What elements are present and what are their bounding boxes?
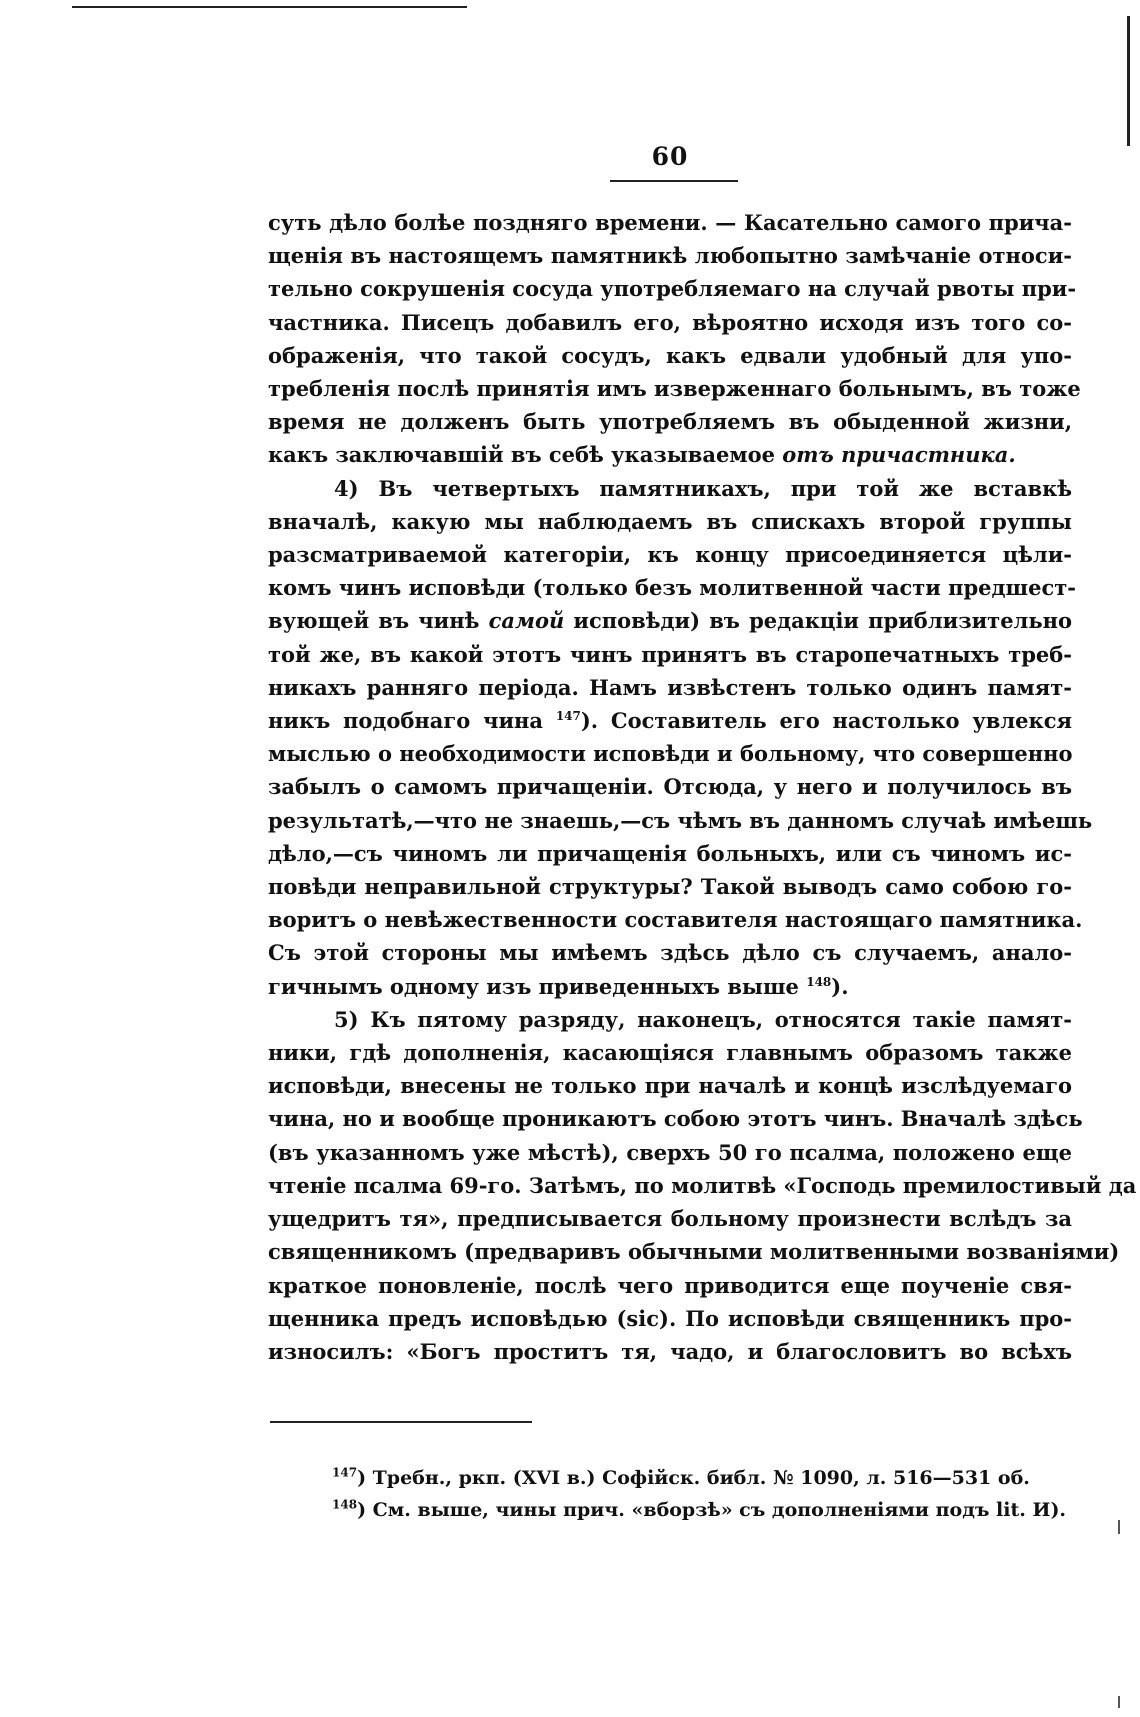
text-line: чина, но и вообще проникаютъ собою этотъ чинъ. Вначалѣ здѣсь (268, 1106, 1083, 1132)
text-line: 5) Къ пятому разряду, наконецъ, относятся такіе памят- (334, 1006, 1072, 1032)
italic-segment: отъ причастника. (782, 442, 1016, 468)
footnotes (332, 1462, 1072, 1526)
text-line: вначалѣ, какую мы наблюдаемъ въ спискахъ второй группы (268, 508, 1072, 534)
text-line: тельно сокрушенія сосуда употребляемаго на случай рвоты при- (268, 276, 1077, 302)
footnote-ref[interactable]: 148 (806, 974, 832, 989)
footnote-text: ) Требн., ркп. (XVI в.) Софійск. библ. № 1090, л. 516—531 об. (357, 1467, 1030, 1489)
text-line: разсматриваемой категоріи, къ концу присоединяется цѣли- (268, 542, 1072, 568)
text-segment: вующей въ чинѣ (268, 608, 489, 634)
text-segment: какъ заключавшій въ себѣ указываемое (268, 442, 783, 468)
text-line: забылъ о самомъ причащеніи. Отсюда, у него и получилось въ (268, 774, 1072, 800)
text-line: дѣло,—съ чиномъ ли причащенія больныхъ, или съ чиномъ ис- (268, 840, 1072, 866)
text-line (268, 704, 1072, 737)
text-line (268, 604, 1072, 637)
text-line: щенника предъ исповѣдью (sic). По исповѣди священникъ про- (268, 1305, 1072, 1331)
text-line: священникомъ (предваривъ обычными молитвенными возваніями) (268, 1239, 1120, 1265)
italic-segment: самой (488, 608, 565, 634)
text-line (268, 438, 1072, 471)
page-number: 60 (651, 142, 689, 171)
footnote-rule (270, 1421, 532, 1423)
text-line: ображенія, что такой сосудъ, какъ едвали удобный для упо- (268, 342, 1072, 368)
text-line: частника. Писецъ добавилъ его, вѣроятно исходя изъ того со- (268, 309, 1072, 335)
text-line: повѣди неправильной структуры? Такой выводъ само собою го- (268, 874, 1072, 900)
text-line: износилъ: «Богъ проститъ тя, чадо, и благословитъ во всѣхъ (268, 1338, 1072, 1364)
text-segment: гичнымъ одному изъ приведенныхъ выше (268, 973, 807, 999)
scan-mark (1118, 1520, 1120, 1534)
text-line: Съ этой стороны мы имѣемъ здѣсь дѣло съ случаемъ, анало- (268, 940, 1072, 966)
footnote (332, 1462, 1072, 1494)
text-line (268, 970, 1072, 1003)
footnote-marker: 148 (332, 1497, 358, 1512)
text-line: время не долженъ быть употребляемъ въ обыденной жизни, (268, 409, 1072, 435)
text-segment: исповѣди) въ редакціи приблизительно (564, 608, 1072, 634)
page-number-rule (610, 180, 738, 182)
text-segment: ). Составитель его настолько увлекся (580, 708, 1072, 734)
footnote (332, 1494, 1072, 1526)
text-line: результатѣ,—что не знаешь,—съ чѣмъ въ данномъ случаѣ имѣешь (268, 807, 1093, 833)
text-line: никахъ ранняго періода. Намъ извѣстенъ только одинъ памят- (268, 674, 1072, 700)
footnote-marker: 147 (332, 1465, 358, 1480)
text-line: краткое поновленіе, послѣ чего приводится еще поученіе свя- (268, 1272, 1072, 1298)
text-segment: никъ подобнаго чина (268, 708, 556, 734)
footnote-text: ) См. выше, чины прич. «вборзѣ» съ дополненіями подъ lit. И). (357, 1499, 1067, 1521)
page-edge-line (1127, 16, 1130, 146)
text-line: 4) Въ четвертыхъ памятникахъ, при той же вставкѣ (334, 475, 1072, 501)
text-line: (въ указанномъ уже мѣстѣ), сверхъ 50 го псалма, положено еще (268, 1139, 1072, 1165)
text-line: ущедритъ тя», предписывается больному произнести вслѣдъ за (268, 1206, 1072, 1232)
scan-mark (1118, 1696, 1120, 1708)
text-line: воритъ о невѣжественности составителя настоящаго памятника. (268, 907, 1083, 933)
top-rule (72, 6, 467, 8)
text-segment: ). (831, 973, 849, 999)
footnote-ref[interactable]: 147 (555, 709, 581, 724)
text-line: мыслью о необходимости исповѣди и больному, что совершенно (268, 741, 1073, 767)
text-line: суть дѣло болѣе поздняго времени. — Касательно самого прича- (268, 210, 1072, 235)
body-text (268, 206, 1137, 1368)
text-line: комъ чинъ исповѣди (только безъ молитвенной части предшест- (268, 575, 1076, 601)
text-line: той же, въ какой этотъ чинъ принятъ въ старопечатныхъ треб- (268, 641, 1072, 667)
text-line: щенія въ настоящемъ памятникѣ любопытно замѣчаніе относи- (268, 243, 1072, 269)
text-line: чтеніе псалма 69-го. Затѣмъ, по молитвѣ «Господь премилостивый да (268, 1172, 1137, 1198)
text-line: ники, гдѣ дополненія, касающіяся главнымъ образомъ также (268, 1040, 1072, 1066)
text-line: исповѣди, внесены не только при началѣ и концѣ изслѣдуемаго (268, 1073, 1072, 1099)
text-line: требленія послѣ принятія имъ изверженнаго больнымъ, въ тоже (268, 376, 1081, 402)
